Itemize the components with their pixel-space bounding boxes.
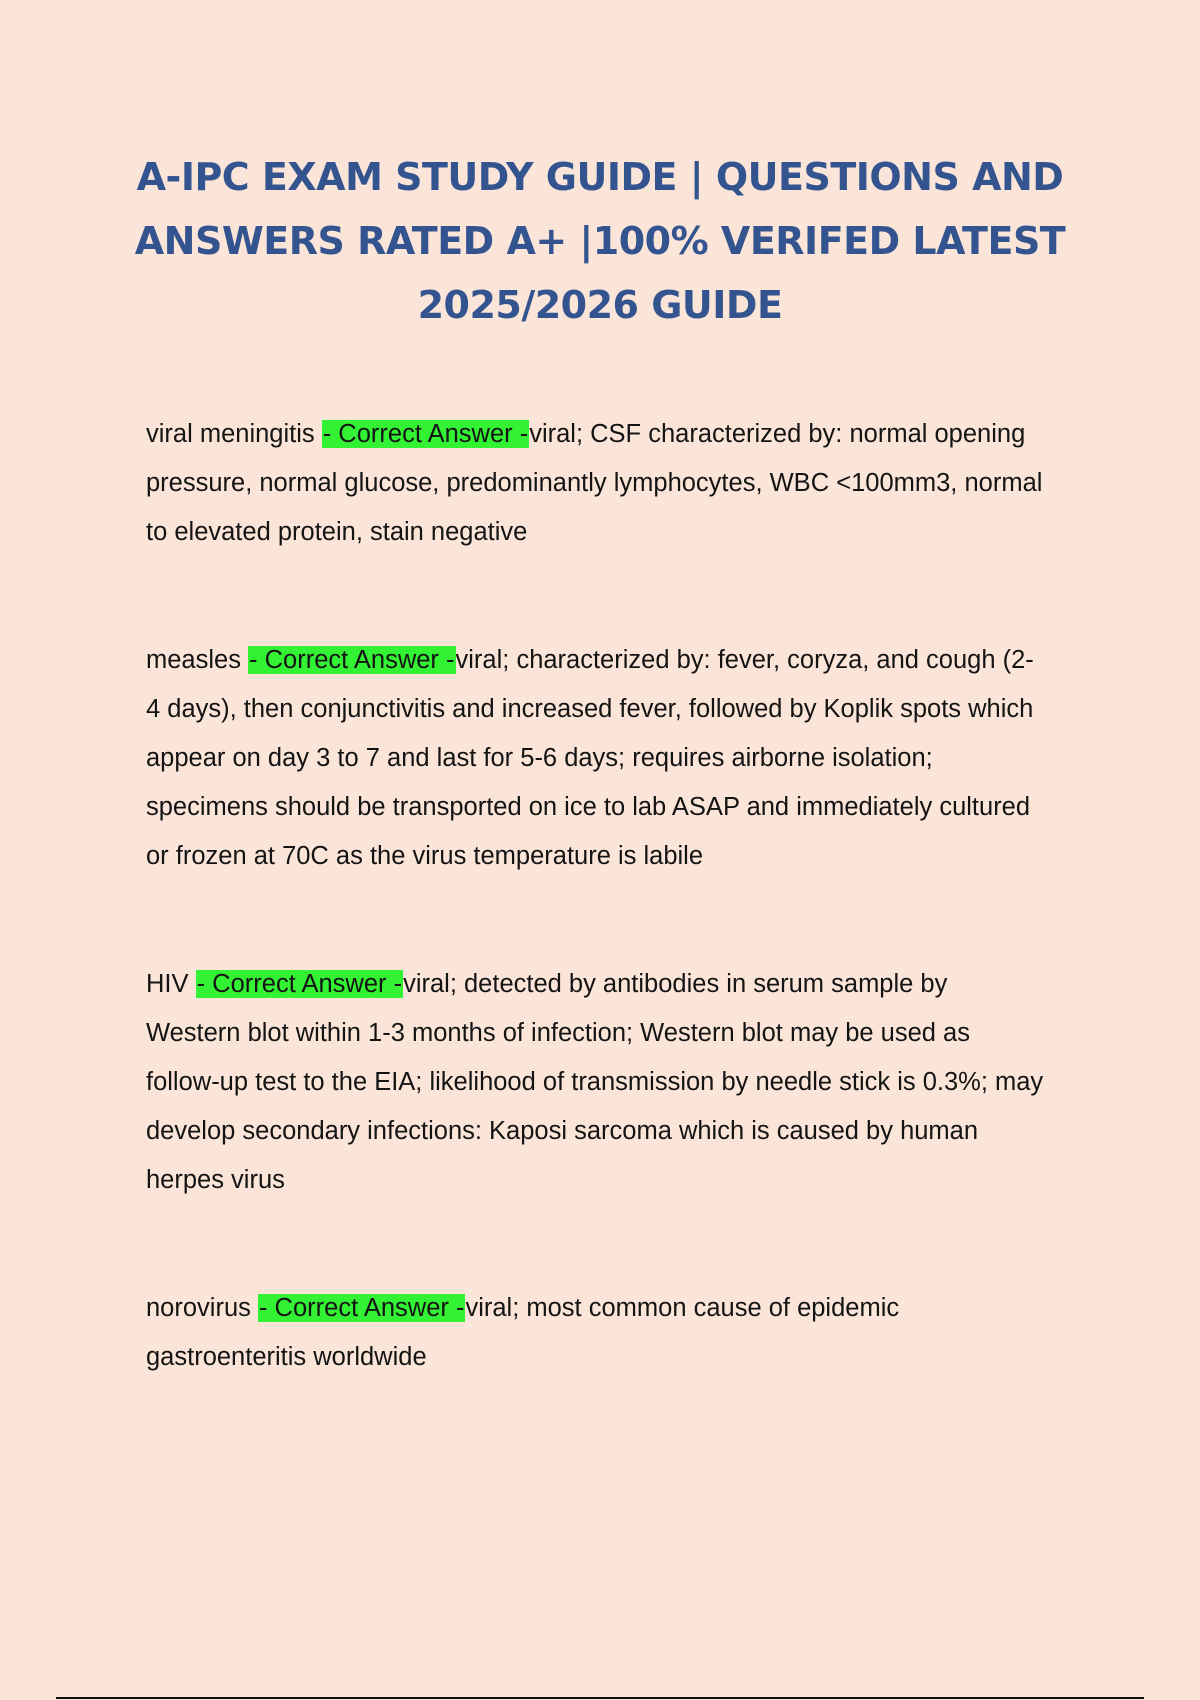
qa-entry-hiv bbox=[146, 960, 1046, 1204]
qa-entry-measles bbox=[146, 636, 1046, 880]
entry-definition: viral; CSF characterized by: normal opening pressure, normal glucose, predominantly lymphocytes, WBC <100mm3, normal to elevated protein, stain negative bbox=[146, 420, 1043, 546]
qa-entry-norovirus bbox=[146, 1284, 1046, 1382]
entry-definition: viral; characterized by: fever, coryza, and cough (2-4 days), then conjunctivitis and increased fever, followed by Koplik spots which appear on day 3 to 7 and last for 5-6 days; requires airborne isolation; specimens should be transported on ice to lab ASAP and immediately cultured or frozen at 70C as the virus temperature is labile bbox=[146, 646, 1034, 870]
correct-answer-marker: - Correct Answer - bbox=[249, 646, 455, 675]
qa-entry-viral-meningitis bbox=[146, 410, 1046, 556]
entry-term: viral meningitis bbox=[146, 420, 315, 448]
correct-answer-marker: - Correct Answer - bbox=[258, 1294, 465, 1323]
qa-list bbox=[146, 410, 1046, 1462]
entry-term: norovirus bbox=[146, 1294, 251, 1323]
bottom-divider bbox=[56, 1697, 1144, 1699]
entry-definition: viral; detected by antibodies in serum sample by Western blot within 1-3 months of infection; Western blot may be used as follow-up test to the EIA; likelihood of transmission by needle stick is 0.3%; may develop secondary infections: Kaposi sarcoma which is caused by human herpes virus bbox=[146, 970, 1044, 1194]
correct-answer-marker: - Correct Answer - bbox=[322, 420, 529, 448]
entry-term: HIV bbox=[146, 970, 189, 999]
document-title: A-IPC EXAM STUDY GUIDE | QUESTIONS AND ANSWERS RATED A+ |100% VERIFED LATEST 2025/2026 GUIDE bbox=[134, 155, 1066, 327]
correct-answer-marker: - Correct Answer - bbox=[196, 970, 403, 999]
entry-term: measles bbox=[146, 646, 241, 675]
entry-definition: viral; most common cause of epidemic gastroenteritis worldwide bbox=[146, 1294, 900, 1372]
